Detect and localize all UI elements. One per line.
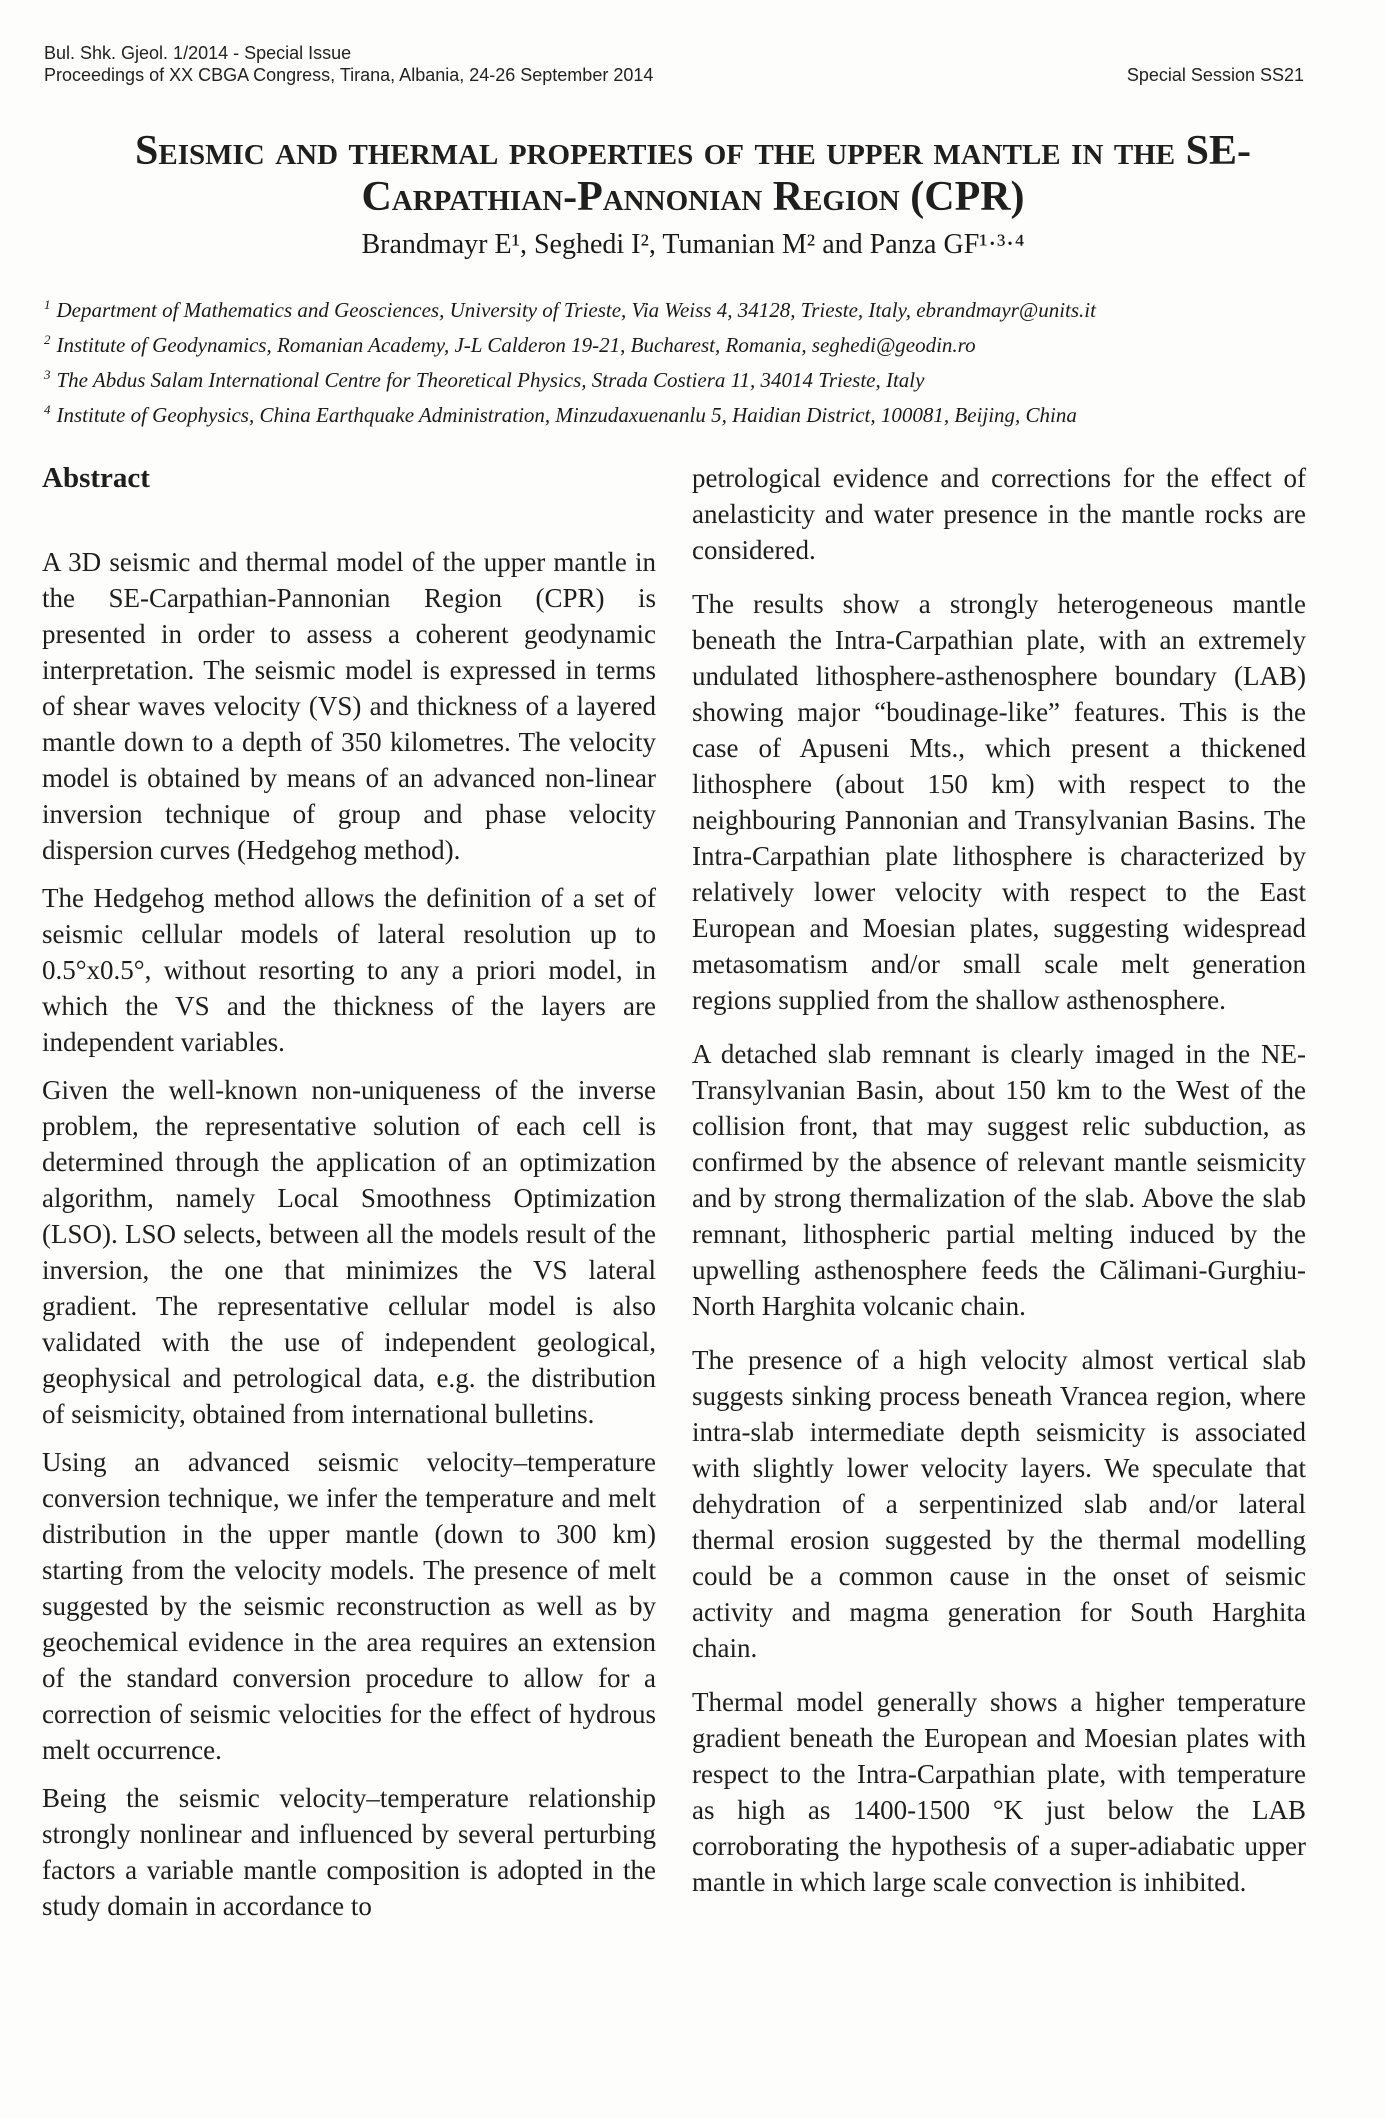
body-paragraph: The Hedgehog method allows the definition of a set of seismic cellular models of lateral resolution up to 0.5°x0.5°, without resorting to any a priori model, in which the VS and the thickness of the layers are independent variables. — [42, 883, 656, 1057]
body-paragraph: Thermal model generally shows a higher temperature gradient beneath the European and Moesian plates with respect to the Intra-Carpathian plate, with temperature as high as 1400-1500 °K just below the LAB corroborating the hypothesis of a super-adiabatic upper mantle in which large scale convection is inhibited. — [692, 1687, 1306, 1897]
affiliation-item: $^3$ The Abdus Salam International Centre for Theoretical Physics, Strada Costiera 11, 34014 Trieste, Italy — [44, 367, 925, 392]
journal-citation: Bul. Shk. Gjeol. 1/2014 - Special Issue — [44, 43, 352, 63]
body-paragraph: The presence of a high velocity almost vertical slab suggests sinking process beneath Vrancea region, where intra-slab intermediate depth seismicity is associated with slightly lower velocity layers. We speculate that dehydration of a serpentinized slab and/or lateral thermal erosion suggested by the thermal modelling could be a common cause in the onset of seismic activity and magma generation for South Harghita chain. — [692, 1345, 1306, 1663]
body-paragraph: Given the well-known non-uniqueness of the inverse problem, the representative solution of each cell is determined through the application of an optimization algorithm, namely Local Smoothness Optimization (LSO). LSO selects, between all the models result of the inversion, the one that minimizes the VS lateral gradient. The representative cellular model is also validated with the use of independent geological, geophysical and petrological data, e.g. the distribution of seismicity, obtained from international bulletins. — [42, 1075, 656, 1429]
session-label: Special Session SS21 — [1126, 65, 1304, 85]
body-paragraph: Using an advanced seismic velocity–temperature conversion technique, we infer the temperature and melt distribution in the upper mantle (down to 300 km) starting from the velocity models. The presence of melt suggested by the seismic reconstruction as well as by geochemical evidence in the area requires an extension of the standard conversion procedure to allow for a correction of seismic velocities for the effect of hydrous melt occurrence. — [42, 1447, 656, 1765]
abstract-heading: Abstract — [42, 462, 150, 494]
body-paragraph: petrological evidence and corrections for the effect of anelasticity and water presence in the mantle rocks are considered. — [692, 463, 1306, 565]
affiliations — [44, 290, 1354, 430]
body-paragraph: A detached slab remnant is clearly imaged in the NE-Transylvanian Basin, about 150 km to the West of the collision front, that may suggest relic subduction, as confirmed by the absence of relevant mantle seismicity and by strong thermalization of the slab. Above the slab remnant, lithospheric partial melting induced by the upwelling asthenosphere feeds the Călimani-Gurghiu-North Harghita volcanic chain. — [692, 1039, 1306, 1321]
body-paragraph: A 3D seismic and thermal model of the upper mantle in the SE-Carpathian-Pannonian Region (CPR) is presented in order to assess a coherent geodynamic interpretation. The seismic model is expressed in terms of shear waves velocity (VS) and thickness of a layered mantle down to a depth of 350 kilometres. The velocity model is obtained by means of an advanced non-linear inversion technique of group and phase velocity dispersion curves (Hedgehog method). — [42, 547, 656, 865]
affiliation-item: $^4$ Institute of Geophysics, China Earthquake Administration, Minzudaxuenanlu 5, Haidian District, 100081, Beijing, China — [44, 402, 1077, 427]
body-paragraph: The results show a strongly heterogeneous mantle beneath the Intra-Carpathian plate, with an extremely undulated lithosphere-asthenosphere boundary (LAB) showing major “boudinage-like” features. This is the case of Apuseni Mts., which present a thickened lithosphere (about 150 km) with respect to the neighbouring Pannonian and Transylvanian Basins. The Intra-Carpathian plate lithosphere is characterized by relatively lower velocity with respect to the East European and Moesian plates, suggesting widespread metasomatism and/or small scale melt generation regions supplied from the shallow asthenosphere. — [692, 589, 1306, 1015]
right-column — [692, 460, 1306, 1918]
paper-title: Seismic and thermal properties of the upper mantle in the SE-Carpathian-Pannonian Region (CPR) — [135, 128, 1251, 220]
journal-header — [44, 42, 653, 86]
affiliation-item: $^1$ Department of Mathematics and Geosciences, University of Trieste, Via Weiss 4, 34128, Trieste, Italy, ebrandmayr@units.it — [44, 297, 1096, 322]
congress-proceedings: Proceedings of XX CBGA Congress, Tirana, Albania, 24-26 September 2014 — [44, 65, 654, 85]
body-paragraph: Being the seismic velocity–temperature relationship strongly nonlinear and influenced by several perturbing factors a variable mantle composition is adopted in the study domain in accordance to — [42, 1783, 656, 1921]
left-column — [42, 460, 656, 1936]
author-list: Brandmayr E¹, Seghedi I², Tumanian M² and Panza GF¹·³·⁴ — [361, 229, 1025, 260]
affiliation-item: $^2$ Institute of Geodynamics, Romanian Academy, J-L Calderon 19-21, Bucharest, Romania, seghedi@geodin.ro — [44, 332, 976, 357]
